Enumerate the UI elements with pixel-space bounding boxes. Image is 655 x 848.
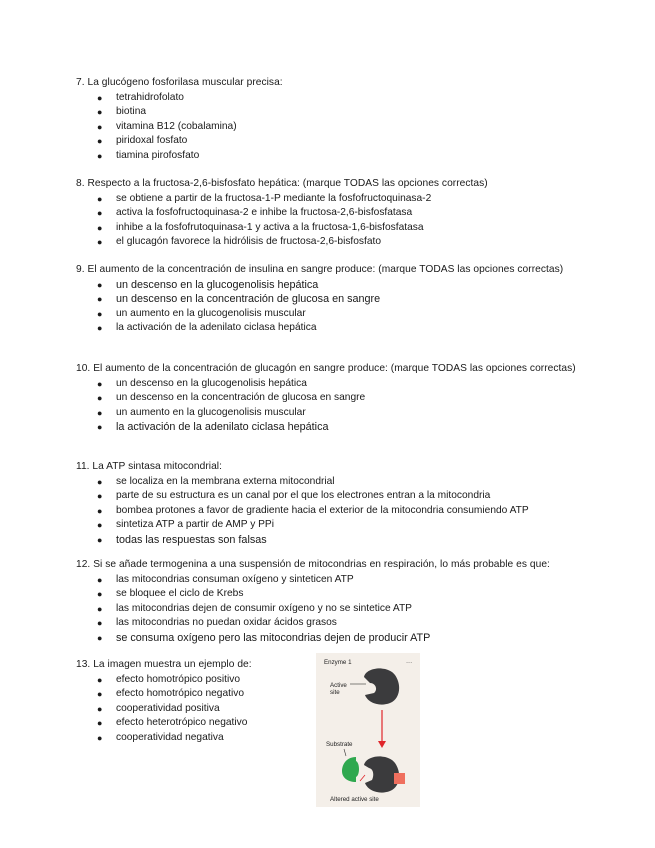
option-item [76, 489, 576, 504]
option-text: se obtiene a partir de la fructosa-1-P mediante la fosfofructoquinasa-2 [116, 192, 432, 204]
option-item [76, 702, 306, 717]
option-text: biotina [116, 106, 147, 117]
bullet-icon: ● [97, 107, 103, 117]
option-text: un aumento en la glucogenolisis muscular [116, 406, 306, 418]
option-item [76, 278, 576, 293]
bullet-icon: ● [97, 308, 103, 319]
option-item [76, 292, 576, 307]
option-text: las mitocondrias consuman oxígeno y sinteticen ATP [116, 573, 354, 585]
question-13-title: 13. La imagen muestra un ejemplo de: [76, 659, 252, 670]
option-item [76, 206, 576, 221]
bullet-icon: ● [97, 476, 103, 487]
bullet-icon: ● [97, 718, 103, 728]
bullet-icon: ● [97, 603, 103, 614]
question-13-options [76, 673, 306, 746]
bullet-icon: ● [97, 279, 103, 290]
bullet-icon: ● [97, 689, 103, 699]
effector-square [394, 773, 405, 784]
option-item [76, 91, 576, 106]
bullet-icon: ● [97, 732, 103, 743]
bullet-icon: ● [97, 150, 103, 161]
bullet-icon: ● [97, 520, 103, 530]
question-10 [76, 362, 576, 435]
option-text: piridoxal fosfato [116, 135, 188, 146]
option-item [76, 631, 576, 646]
bullet-icon: ● [97, 237, 103, 247]
option-item [76, 616, 576, 631]
option-text: un aumento en la glucogenolisis muscular [116, 307, 306, 319]
option-text: la activación de la adenilato ciclasa hepática [116, 421, 329, 433]
question-11-title: 11. La ATP sintasa mitocondrial: [76, 461, 222, 472]
option-text: un descenso en la concentración de glucosa en sangre [116, 293, 381, 305]
option-text: un descenso en la concentración de glucosa en sangre [116, 392, 366, 403]
question-8-options [76, 192, 576, 250]
enzyme-label: Enzyme 1 [324, 659, 352, 666]
option-text: cooperatividad positiva [116, 702, 220, 714]
option-text: un descenso en la glucogenolisis hepática [116, 278, 319, 291]
option-item [76, 406, 576, 421]
option-text: las mitocondrias no puedan oxidar ácidos grasos [116, 617, 337, 628]
bullet-icon: ● [97, 534, 103, 545]
option-item [76, 731, 306, 746]
option-item [76, 475, 576, 490]
bullet-icon: ● [97, 222, 103, 233]
substrate-label: Substrate [326, 741, 353, 748]
option-item [76, 377, 576, 392]
question-12 [76, 558, 576, 645]
option-text: se bloquee el ciclo de Krebs [116, 588, 244, 599]
question-7-options [76, 91, 576, 164]
bullet-icon: ● [97, 589, 103, 599]
bullet-icon: ● [97, 703, 103, 714]
question-9 [76, 263, 576, 336]
altered-site-label: Altered active site [330, 796, 379, 803]
question-12-options [76, 573, 576, 646]
bullet-icon: ● [97, 574, 103, 585]
bullet-icon: ● [97, 378, 103, 389]
question-10-title: 10. El aumento de la concentración de glucagón en sangre produce: (marque TODAS las opciones correctas) [76, 363, 576, 374]
question-11-options [76, 475, 576, 548]
option-item [76, 149, 576, 164]
option-item [76, 235, 576, 250]
question-13 [76, 658, 306, 745]
option-item [76, 391, 576, 406]
option-text: tetrahidrofolato [116, 91, 184, 103]
question-11 [76, 460, 576, 547]
option-text: activa la fosfofructoquinasa-2 e inhibe la fructosa-2,6-bisfosfatasa [116, 207, 413, 218]
option-item [76, 673, 306, 688]
question-8-title: 8. Respecto a la fructosa-2,6-bisfosfato hepática: (marque TODAS las opciones correctas) [76, 178, 488, 189]
question-9-options [76, 278, 576, 336]
option-text: efecto homotrópico negativo [116, 688, 244, 699]
option-item [76, 504, 576, 519]
bullet-icon: ● [97, 618, 103, 628]
option-text: tiamina pirofosfato [116, 149, 200, 161]
bullet-icon: ● [97, 193, 103, 204]
bullet-icon: ● [97, 136, 103, 146]
option-text: vitamina B12 (cobalamina) [116, 120, 237, 132]
option-item [76, 120, 576, 135]
option-item [76, 105, 576, 120]
bullet-icon: ● [97, 121, 103, 132]
bullet-icon: ● [97, 632, 103, 643]
bullet-icon: ● [97, 491, 103, 501]
question-8 [76, 177, 576, 250]
active-site-label-2: site [330, 689, 340, 696]
option-item [76, 221, 576, 236]
bullet-icon: ● [97, 407, 103, 418]
enzyme-figure [316, 653, 420, 807]
option-item [76, 573, 576, 588]
option-item [76, 587, 576, 602]
question-10-options [76, 377, 576, 435]
bullet-icon: ● [97, 294, 103, 304]
active-site-label-1: Active [330, 682, 347, 689]
option-text: el glucagón favorece la hidrólisis de fructosa-2,6-bisfosfato [116, 236, 382, 247]
option-text: cooperatividad negativa [116, 731, 224, 743]
bullet-icon: ● [97, 674, 103, 685]
bullet-icon: ● [97, 505, 103, 516]
option-text: se localiza en la membrana externa mitocondrial [116, 475, 335, 487]
question-7 [76, 76, 576, 163]
option-text: inhibe a la fosfofrutoquinasa-1 y activa a la fructosa-1,6-bisfosfatasa [116, 221, 424, 233]
question-12-title: 12. Si se añade termogenina a una suspensión de mitocondrias en respiración, lo más probable es que: [76, 559, 550, 570]
menu-dots-icon: ··· [406, 659, 413, 666]
option-text: un descenso en la glucogenolisis hepática [116, 377, 307, 389]
option-item [76, 134, 576, 149]
option-text: efecto heterotrópico negativo [116, 717, 248, 728]
option-item [76, 602, 576, 617]
option-text: las mitocondrias dejen de consumir oxígeno y no se sintetice ATP [116, 602, 412, 614]
option-item [76, 533, 576, 548]
bullet-icon: ● [97, 323, 103, 333]
option-item [76, 420, 576, 435]
bullet-icon: ● [97, 393, 103, 403]
question-9-title: 9. El aumento de la concentración de insulina en sangre produce: (marque TODAS las opciones correctas) [76, 264, 564, 275]
bullet-icon: ● [97, 422, 103, 432]
bullet-icon: ● [97, 92, 103, 103]
question-7-title: 7. La glucógeno fosforilasa muscular precisa: [76, 77, 283, 88]
option-item [76, 518, 576, 533]
option-text: efecto homotrópico positivo [116, 673, 241, 685]
option-text: todas las respuestas son falsas [116, 533, 267, 546]
bullet-icon: ● [97, 208, 103, 218]
option-text: la activación de la adenilato ciclasa hepática [116, 322, 317, 333]
option-item [76, 687, 306, 702]
option-text: se consuma oxígeno pero las mitocondrias dejen de producir ATP [116, 631, 431, 644]
option-item [76, 307, 576, 322]
option-item [76, 192, 576, 207]
option-item [76, 321, 576, 336]
option-item [76, 716, 306, 731]
option-text: parte de su estructura es un canal por el que los electrones entran a la mitocondria [116, 490, 491, 501]
enzyme-diagram [316, 653, 420, 807]
option-text: bombea protones a favor de gradiente hacia el exterior de la mitocondria consumiendo ATP [116, 504, 529, 516]
option-text: sintetiza ATP a partir de AMP y PPi [116, 519, 274, 530]
